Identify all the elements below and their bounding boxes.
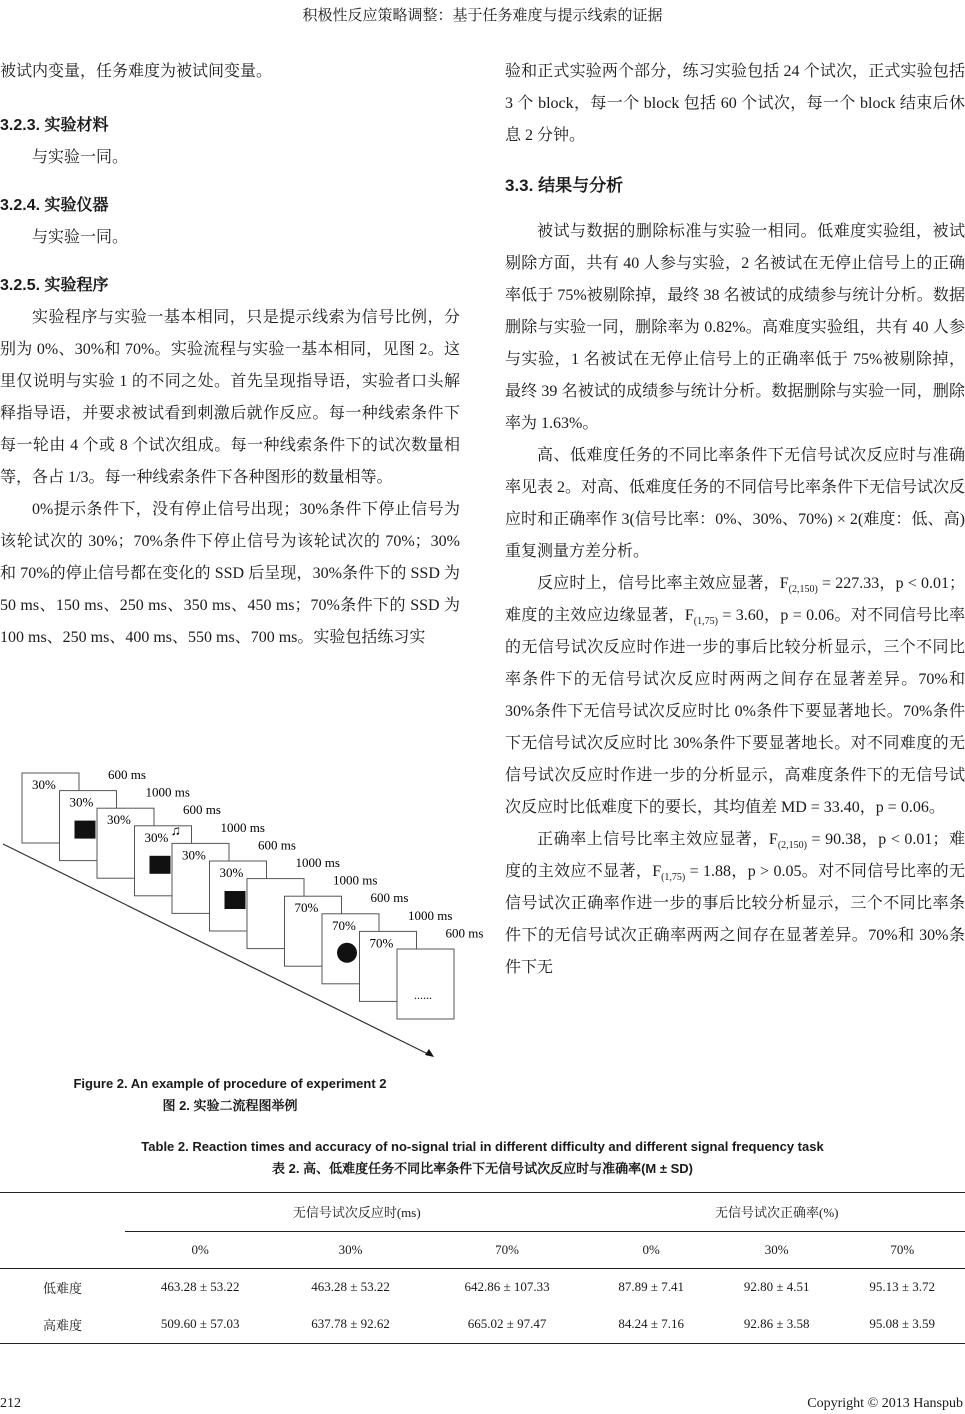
column-header: 0% <box>642 1241 660 1257</box>
frame-label: 70% <box>332 917 356 933</box>
paragraph: 0%提示条件下，没有停止信号出现；30%条件下停止信号为该轮试次的 30%；70%条件下停止信号为该轮试次的 70%；30%和 70%的停止信号都在变化的 SSD 后呈现，30%条件下的 SSD 为 50 ms、150 ms、250 ms、350 ms、450 ms；70%条件下的 SSD 为 100 ms、250 ms、400 ms、550 ms、700 ms。实验包括练习实 <box>0 501 460 646</box>
frame-duration: 1000 ms <box>408 907 453 923</box>
table-cell: 92.80 ± 4.51 <box>743 1279 810 1294</box>
table-caption-en: Table 2. Reaction times and accuracy of no-signal trial in different difficulty and different signal frequency task <box>141 1139 824 1154</box>
frame-duration: 1000 ms <box>220 819 265 835</box>
arrowhead-icon <box>425 1049 434 1057</box>
music-note-icon: ♫ <box>170 823 181 839</box>
column-header: 0% <box>191 1241 209 1257</box>
group-header-acc: 无信号试次正确率(%) <box>588 1193 965 1232</box>
frame-duration: 1000 ms <box>295 855 340 870</box>
text: = 90.38，p < 0.01；难度的主效应不显著，F <box>505 831 965 880</box>
table-cell: 84.24 ± 7.16 <box>618 1316 685 1331</box>
subscript: (2,150) <box>777 840 807 852</box>
column-header: 70% <box>495 1241 519 1257</box>
table-cell: 95.08 ± 3.59 <box>869 1316 936 1331</box>
column-header-row <box>0 1231 965 1268</box>
frame-duration: 600 ms <box>183 802 221 818</box>
page-number: 212 <box>0 1396 21 1411</box>
table-cell: 509.60 ± 57.03 <box>160 1316 240 1331</box>
figure-caption-zh: 图 2. 实验二流程图举例 <box>162 1098 298 1113</box>
frame-duration: 600 ms <box>258 837 296 853</box>
paragraph: 被试内变量，任务难度为被试间变量。 <box>0 63 273 80</box>
subscript: (2,150) <box>788 584 818 596</box>
frame-label: 30% <box>182 847 206 863</box>
table-caption-zh: 表 2. 高、低难度任务不同比率条件下无信号试次反应时与准确率(M ± SD) <box>272 1161 693 1176</box>
subscript: (1,75) <box>693 616 718 628</box>
section-heading-3-3: 3.3. 结果与分析 <box>505 176 624 195</box>
text: 反应时上，信号比率主效应显著，F <box>537 575 789 592</box>
frame-label: 30% <box>219 865 244 880</box>
table-cell: 463.28 ± 53.22 <box>160 1279 240 1294</box>
figure-caption-en: Figure 2. An example of procedure of experiment 2 <box>73 1076 387 1091</box>
frame-label: 70% <box>294 900 319 916</box>
paragraph: 被试与数据的删除标准与实验一相同。低难度实验组，被试剔除方面，共有 40 人参与实验，2 名被试在无停止信号上的正确率低于 75%被剔除掉，最终 38 名被试的成绩参与统计分析。数据删除与实验一同，删除率为 0.82%。高难度实验组，共有 40 人参与实验，1 名被试在无停止信号上的正确率低于 75%被剔除掉，最终 39 名被试的成绩参与统计分析。数据删除与实验一同，删除率为 1.63%。 <box>505 223 965 432</box>
paragraph-rt-results <box>505 568 965 824</box>
table-cell: 642.86 ± 107.33 <box>464 1279 550 1294</box>
text: = 3.60，p = 0.06。对不同信号比率的无信号试次反应时作进一步的事后比较分析显示，三个不同比率条件下的无信号试次反应时两两之间存在显著差异。70%和 30%条件下无信号试次反应时比 0%条件下要显著地长。70%条件下无信号试次反应时比 30%条件下要显著地长。对不同难度的无信号试次反应时作进一步的分析显示，高难度条件下的无信号试次反应时比低难度下的要长，其均值差 MD = 33.40，p = 0.06。 <box>505 607 965 816</box>
table-cell: 463.28 ± 53.22 <box>311 1279 390 1294</box>
frame-duration: 1000 ms <box>145 784 190 800</box>
table-row <box>0 1306 965 1344</box>
table-cell: 665.02 ± 97.47 <box>467 1316 547 1331</box>
paragraph: 高、低难度任务的不同比率条件下无信号试次反应时与准确率见表 2。对高、低难度任务的不同信号比率条件下无信号试次反应时和正确率作 3(信号比率：0%、30%、70%) × 2(难度：低、高)重复测量方差分析。 <box>505 447 965 560</box>
running-header: 积极性反应策略调整：基于任务难度与提示线索的证据 <box>302 8 663 24</box>
table-cell: 92.86 ± 3.58 <box>743 1316 810 1331</box>
section-heading-3-2-3: 3.2.3. 实验材料 <box>0 117 109 134</box>
column-header: 70% <box>890 1241 915 1257</box>
section-heading-3-2-5: 3.2.5. 实验程序 <box>0 277 109 294</box>
frame-label: 70% <box>369 935 394 951</box>
right-column <box>505 56 965 984</box>
frame-duration: 600 ms <box>108 767 146 782</box>
procedure-figure <box>0 765 484 1065</box>
frame-duration: 600 ms <box>445 925 484 941</box>
column-header: 30% <box>338 1241 363 1257</box>
table-cell: 87.89 ± 7.41 <box>618 1279 685 1294</box>
text: = 227.33，p < 0.01；难度的主效应边缘显著，F <box>505 575 965 624</box>
table-row <box>0 1268 965 1306</box>
frame-label: 30% <box>32 777 56 792</box>
table-cell: 95.13 ± 3.72 <box>869 1279 936 1294</box>
left-column <box>0 56 460 654</box>
paragraph: 与实验一同。 <box>32 229 129 246</box>
row-label: 高难度 <box>42 1317 82 1333</box>
section-heading-3-2-4: 3.2.4. 实验仪器 <box>0 197 109 214</box>
paragraph-acc-results <box>505 824 965 984</box>
results-table <box>0 1192 965 1344</box>
column-header: 30% <box>764 1241 789 1257</box>
copyright: Copyright © 2013 Hanspub <box>807 1396 963 1411</box>
table-cell: 637.78 ± 92.62 <box>311 1316 390 1331</box>
square-stimulus <box>75 821 96 839</box>
frame-label: 30% <box>69 794 94 810</box>
frame-label: 30% <box>144 829 169 845</box>
circle-stimulus <box>337 943 357 963</box>
paragraph: 与实验一同。 <box>32 149 129 166</box>
subscript: (1,75) <box>661 872 686 884</box>
square-stimulus <box>150 856 171 874</box>
paragraph: 验和正式实验两个部分，练习实验包括 24 个试次，正式实验包括 3 个 block，每一个 block 包括 60 个试次，每一个 block 结束后休息 2 分钟。 <box>505 63 965 144</box>
text: = 1.88，p > 0.05。对不同信号比率的无信号试次正确率作进一步的事后比较分析显示，三个不同比率条件下的无信号试次正确率两两之间存在显著差异。70%和 30%条件下无 <box>505 863 965 976</box>
stimulus-frame <box>397 949 454 1019</box>
frame-duration: 600 ms <box>370 890 409 906</box>
frame-duration: 1000 ms <box>333 872 378 888</box>
square-stimulus <box>225 891 246 909</box>
paragraph: 实验程序与实验一基本相同，只是提示线索为信号比例，分别为 0%、30%和 70%。实验流程与实验一基本相同，见图 2。这里仅说明与实验 1 的不同之处。首先呈现指导语，实验者口头解释指导语，并要求被试看到刺激后就作反应。每一种线索条件下每一轮由 4 个或 8 个试次组成。每一种线索条件下的试次数量相等，各占 1/3。每一种线索条件下各种图形的数量相等。 <box>0 309 460 486</box>
group-header-rt: 无信号试次反应时(ms) <box>125 1193 588 1232</box>
text: 正确率上信号比率主效应显著，F <box>537 831 778 848</box>
row-label: 低难度 <box>42 1280 82 1296</box>
frame-label: 30% <box>107 812 131 828</box>
ellipsis-text: ...... <box>414 988 432 1002</box>
